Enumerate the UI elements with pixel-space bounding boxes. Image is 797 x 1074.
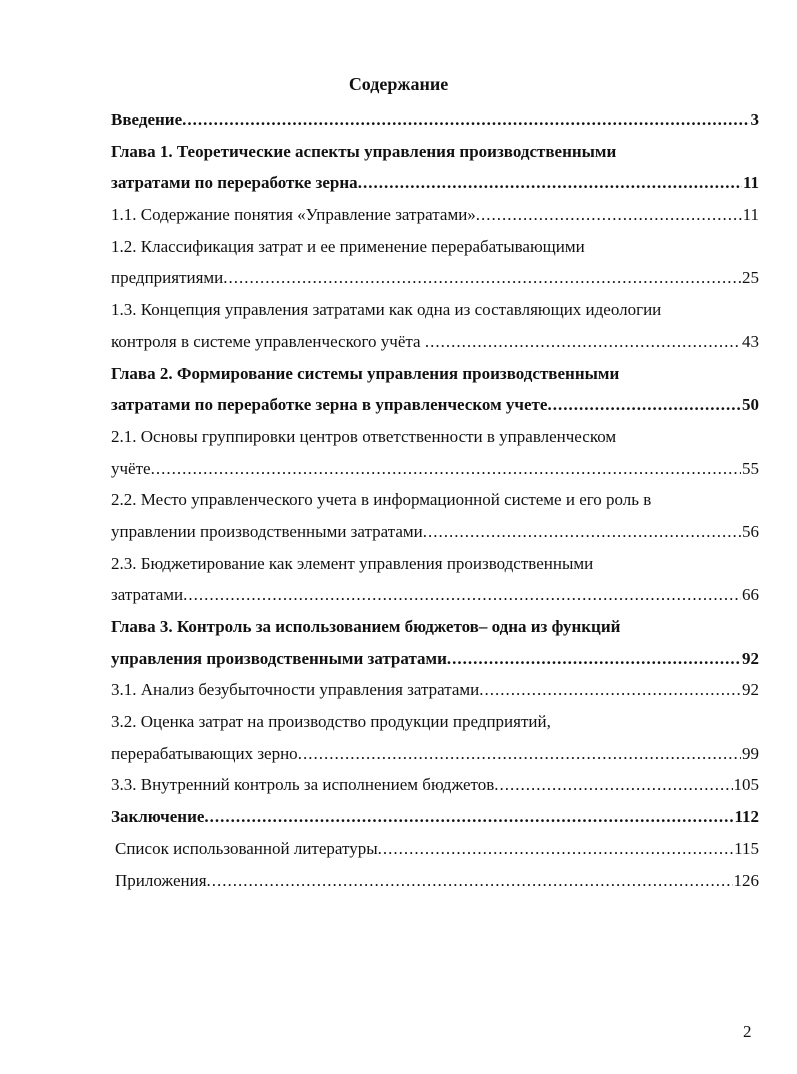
toc-page-number: 92: [742, 680, 759, 700]
leader-dots: [425, 326, 741, 358]
toc-entry-chapter-1: [111, 136, 759, 199]
toc-page-number: 25: [742, 268, 759, 288]
page-number: 2: [743, 1022, 752, 1041]
toc-entry-title: затратами по переработке зерна: [111, 173, 358, 193]
toc-entry-title-line: 1.2. Классификация затрат и ее применение перерабатывающими: [111, 236, 585, 256]
toc-entry-title: затратами: [111, 585, 184, 605]
leader-dots: [151, 453, 741, 485]
toc-page-number: 126: [733, 870, 759, 890]
toc-entry-title: Приложения: [115, 870, 207, 890]
leader-dots: [183, 579, 741, 611]
toc-entry-section-2-2: [111, 484, 759, 547]
toc-entry-title-line: 2.1. Основы группировки центров ответственности в управленческом: [111, 426, 617, 446]
toc-page-number: 56: [742, 521, 759, 541]
toc-entry-title-line: 1.3. Концепция управления затратами как одна из составляющих идеологии: [111, 300, 662, 320]
toc-entry-section-1-1: [111, 199, 759, 231]
toc-page-number: 3: [750, 110, 759, 129]
toc-entry-conclusion: [111, 801, 759, 833]
leader-dots: [223, 262, 741, 294]
toc-entry-title: учёте: [111, 458, 151, 478]
toc-entry-title: управлении производственными затратами: [111, 521, 423, 541]
toc-entry-bibliography: [111, 833, 759, 865]
toc-entry-title: 1.1. Содержание понятия «Управление затратами»: [111, 205, 476, 225]
leader-dots: [358, 167, 742, 199]
toc-entry-title: Список использованной литературы: [115, 838, 378, 858]
leader-dots: [494, 769, 732, 801]
leader-dots: [207, 865, 733, 897]
toc-entry-introduction: [111, 104, 759, 136]
toc-entry-section-3-2: [111, 706, 759, 769]
toc-page-number: 112: [734, 807, 759, 827]
toc-entry-title: Заключение: [111, 807, 205, 827]
toc-entry-section-2-3: [111, 548, 759, 611]
toc-entry-title: управления производственными затратами: [111, 648, 447, 668]
leader-dots: [378, 833, 733, 865]
toc-page-number: 11: [742, 173, 759, 193]
toc-entry-section-3-3: [111, 769, 759, 801]
toc-entry-title: затратами по переработке зерна в управленческом учете: [111, 395, 548, 415]
toc-entry-title-line: Глава 1. Теоретические аспекты управления производственными: [111, 141, 617, 161]
leader-dots: [547, 389, 741, 421]
toc-entry-chapter-3: [111, 611, 759, 674]
toc-page-number: 50: [742, 395, 759, 415]
toc-page-number: 66: [742, 585, 759, 605]
leader-dots: [182, 104, 749, 136]
toc-entry-appendices: [111, 865, 759, 897]
toc-entry-section-1-2: [111, 231, 759, 294]
toc-page-number: 55: [742, 458, 759, 478]
toc-entry-title: предприятиями: [111, 268, 224, 288]
page-title: Содержание: [348, 74, 449, 94]
toc-page-number: 115: [734, 838, 759, 858]
toc-page-number: 43: [742, 331, 759, 351]
toc-page-number: 92: [742, 648, 759, 668]
toc-entry-section-3-1: [111, 674, 759, 706]
toc-entry-title: контроля в системе управленческого учёта: [111, 331, 425, 351]
leader-dots: [476, 199, 742, 231]
toc-entry-section-2-1: [111, 421, 759, 484]
toc-entry-title-line: 2.3. Бюджетирование как элемент управления производственными: [111, 553, 594, 573]
toc-entry-title-line: Глава 2. Формирование системы управления производственными: [111, 363, 620, 383]
leader-dots: [423, 516, 741, 548]
leader-dots: [447, 643, 741, 675]
toc-page-number: 105: [733, 775, 759, 795]
toc-entry-section-1-3: [111, 294, 759, 357]
table-of-contents: [111, 104, 759, 896]
toc-entry-title-line: Глава 3. Контроль за использованием бюджетов– одна из функций: [111, 617, 621, 636]
leader-dots: [204, 801, 733, 833]
toc-page-number: 11: [742, 205, 759, 225]
toc-page-number: 99: [742, 743, 759, 763]
toc-entry-title: 3.3. Внутренний контроль за исполнением бюджетов: [111, 775, 495, 795]
leader-dots: [479, 674, 741, 706]
toc-entry-title-line: 2.2. Место управленческого учета в информационной системе и его роль в: [111, 490, 652, 510]
toc-entry-title: перерабатывающих зерно: [111, 743, 298, 763]
leader-dots: [298, 738, 741, 770]
toc-entry-title-line: 3.2. Оценка затрат на производство продукции предприятий,: [111, 712, 551, 732]
toc-entry-chapter-2: [111, 358, 759, 421]
toc-entry-title: Введение: [111, 110, 183, 129]
toc-entry-title: 3.1. Анализ безубыточности управления затратами: [111, 680, 480, 700]
